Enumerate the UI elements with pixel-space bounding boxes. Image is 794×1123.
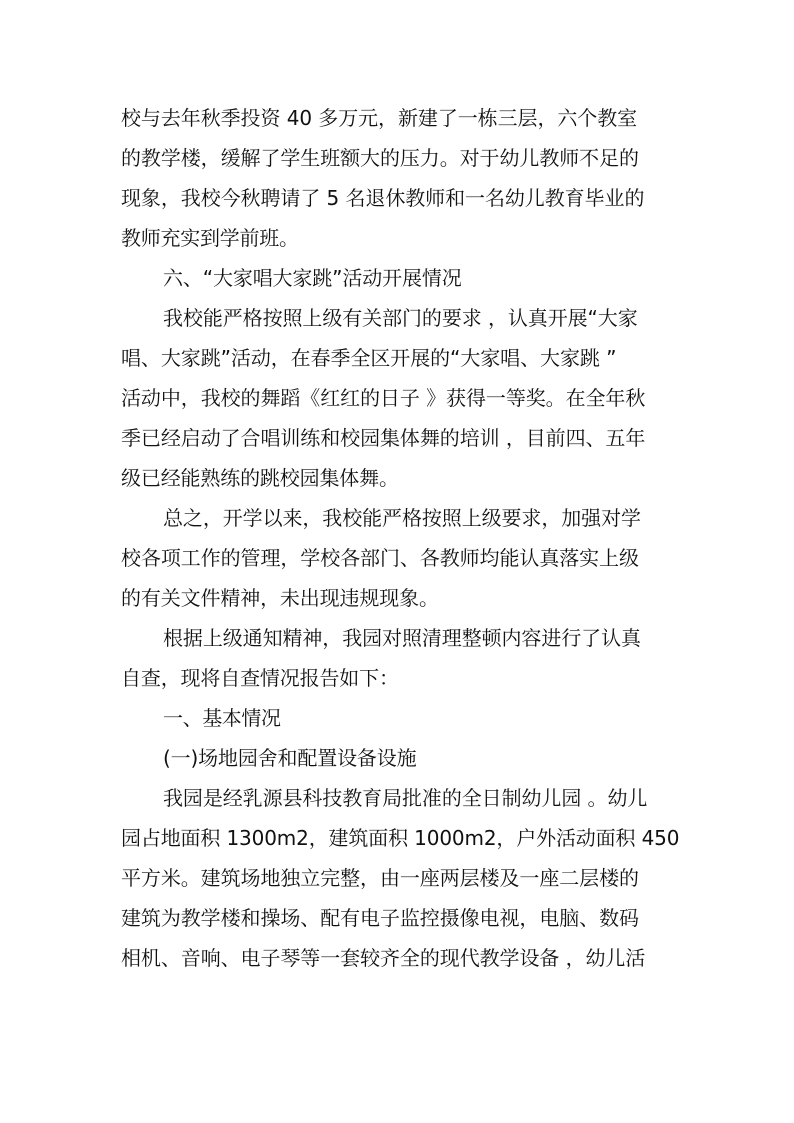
text-line: 总之，开学以来，我校能严格按照上级要求，加强对学 <box>163 506 641 530</box>
text-line: 教师充实到学前班。 <box>121 226 299 250</box>
text-line: 校各项工作的管理，学校各部门、各教师均能认真落实上级 <box>121 546 639 570</box>
text-line: 建筑为教学楼和操场、配有电子监控摄像电视，电脑、数码 <box>121 906 639 930</box>
text-line: (一)场地园舍和配置设备设施 <box>163 746 417 770</box>
text-line: 平方米。建筑场地独立完整，由一座两层楼及一座二层楼的 <box>121 866 639 890</box>
text-line: 季已经启动了合唱训练和校园集体舞的培训 ，目前四、五年 <box>121 426 646 450</box>
text-line: 我园是经乳源县科技教育局批准的全日制幼儿园 。幼儿 <box>163 786 648 810</box>
text-line: 园占地面积 1300m2，建筑面积 1000m2，户外活动面积 450 <box>121 826 680 850</box>
text-line: 一、基本情况 <box>163 706 281 730</box>
text-line: 的教学楼，缓解了学生班额大的压力。对于幼儿教师不足的 <box>121 146 639 170</box>
text-line: 的有关文件精神，未出现违规现象。 <box>121 586 439 610</box>
text-line: 相机、音响、电子琴等一套较齐全的现代教学设备 ，幼儿活 <box>121 946 646 970</box>
text-line: 根据上级通知精神，我园对照清理整顿内容进行了认真 <box>163 626 641 650</box>
text-line: 自查，现将自查情况报告如下： <box>121 666 399 690</box>
text-line: 级已经能熟练的跳校园集体舞。 <box>121 466 399 490</box>
text-line: 六、“大家唱大家跳”活动开展情况 <box>163 266 462 290</box>
text-line: 唱、大家跳”活动，在春季全区开展的“大家唱、大家跳 ” <box>121 346 617 370</box>
text-line: 现象，我校今秋聘请了 5 名退休教师和一名幼儿教育毕业的 <box>121 186 645 210</box>
text-line: 活动中，我校的舞蹈《红红的日子 》获得一等奖。在全年秋 <box>121 386 646 410</box>
text-line: 校与去年秋季投资 40 多万元，新建了一栋三层，六个教室 <box>121 106 638 130</box>
text-line: 我校能严格按照上级有关部门的要求 ，认真开展“大家 <box>163 306 638 330</box>
document-body <box>121 98 681 978</box>
